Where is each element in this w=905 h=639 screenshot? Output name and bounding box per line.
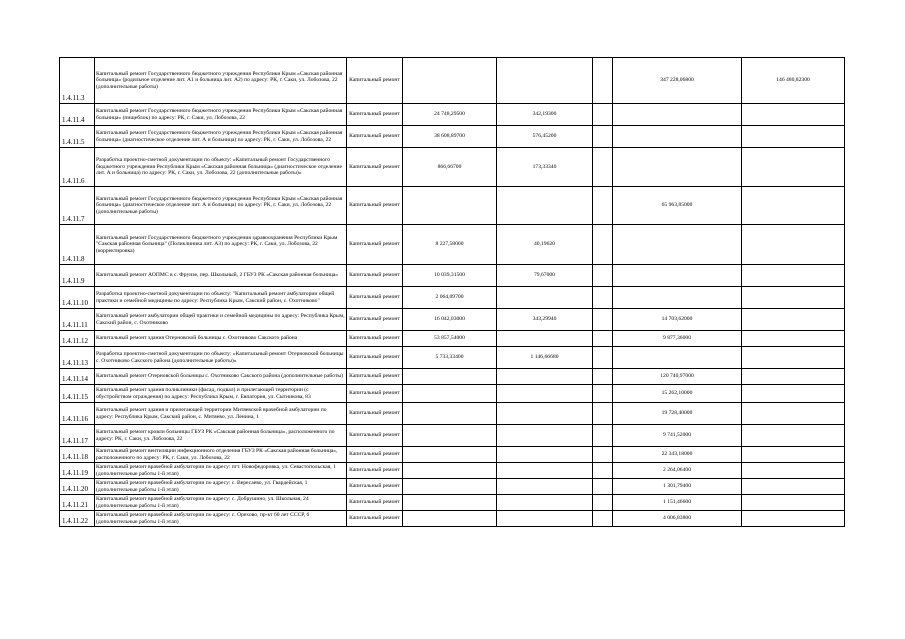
amount-col-5 — [742, 511, 845, 527]
amount-col-5 — [742, 126, 845, 148]
empty-col — [593, 479, 613, 495]
amount-col-1: 10 039,31500 — [403, 265, 497, 287]
amount-col-5 — [742, 463, 845, 479]
table-row — [60, 403, 845, 425]
amount-col-4: 22 343,18000 — [613, 447, 742, 463]
row-number: 1.4.11.5 — [60, 126, 95, 148]
table-row — [60, 58, 845, 104]
amount-col-5 — [742, 495, 845, 511]
table-row — [60, 495, 845, 511]
amount-col-1: 16 042,03000 — [403, 309, 497, 331]
amount-col-1: 53 857,54000 — [403, 331, 497, 347]
work-type: Капитальный ремонт — [347, 511, 403, 527]
amount-col-5 — [742, 187, 845, 225]
amount-col-1 — [403, 479, 497, 495]
amount-col-1 — [403, 403, 497, 425]
amount-col-4: 1 151,46600 — [613, 495, 742, 511]
empty-col — [593, 187, 613, 225]
work-description: Капитальный ремонт врачебной амбулатории по адресу: пгт. Новофедоровка, ул. Севастопольская, 1 (дополнительные работы 1-й этап) — [95, 463, 347, 479]
work-type: Капитальный ремонт — [347, 148, 403, 187]
work-type: Капитальный ремонт — [347, 309, 403, 331]
table-row — [60, 331, 845, 347]
work-description: Капитальный ремонт Государственного бюджетного учреждения Республики Крым «Сакская районная больница» (диагностическое отделение лит. А и больница) по адресу: РК, г. Саки, ул. Лобозова, 22 — [95, 126, 347, 148]
amount-col-2 — [497, 58, 593, 104]
amount-col-4: 9 741,52000 — [613, 425, 742, 447]
empty-col — [593, 495, 613, 511]
empty-col — [593, 126, 613, 148]
amount-col-1 — [403, 385, 497, 403]
table-row — [60, 148, 845, 187]
empty-col — [593, 403, 613, 425]
amount-col-2: 79,67000 — [497, 265, 593, 287]
work-description: Разработка проектно-сметной документации по объекту: «Капитальный ремонт Государственного бюджетного учреждения Республики Крым «Сакская районная больница» (диагностическое отделение лит. А и больница) по адресу: РК, г. Саки, ул. Лобозова, 22 (дополнительные работы)» — [95, 148, 347, 187]
row-number: 1.4.11.11 — [60, 309, 95, 331]
row-number: 1.4.11.7 — [60, 187, 95, 225]
work-type: Капитальный ремонт — [347, 385, 403, 403]
work-description: Капитальный ремонт Государственного бюджетного учреждения Республики Крым «Сакская районная больница» (диагностическое отделение лит. А и больница) по адресу: РК, г. Саки, ул. Лобозова, 22 (дополнительные работы) — [95, 187, 347, 225]
row-number: 1.4.11.9 — [60, 265, 95, 287]
amount-col-1: 2 064,09700 — [403, 287, 497, 309]
amount-col-2 — [497, 287, 593, 309]
amount-col-4 — [613, 104, 742, 126]
work-type: Капитальный ремонт — [347, 331, 403, 347]
amount-col-4: 347 228,06800 — [613, 58, 742, 104]
amount-col-4 — [613, 126, 742, 148]
work-description: Капитальный ремонт здания поликлиники (фасад, подвал) и прилегающей территории (с обустройством ограждения) по адресу: Республика Крым, г. Евпатория, ул. Сытникова, 83 — [95, 385, 347, 403]
amount-col-2 — [497, 495, 593, 511]
amount-col-1 — [403, 511, 497, 527]
work-type: Капитальный ремонт — [347, 463, 403, 479]
amount-col-4 — [613, 347, 742, 369]
work-type: Капитальный ремонт — [347, 225, 403, 265]
table-body — [60, 58, 845, 527]
row-number: 1.4.11.12 — [60, 331, 95, 347]
capital-repair-table — [59, 57, 845, 527]
empty-col — [593, 447, 613, 463]
amount-col-5 — [742, 309, 845, 331]
empty-col — [593, 309, 613, 331]
amount-col-5 — [742, 479, 845, 495]
row-number: 1.4.11.17 — [60, 425, 95, 447]
amount-col-5 — [742, 425, 845, 447]
work-description: Капитальный ремонт АОПМС в с. Фрунзе, пер. Школьный, 2 ГБУЗ РК «Сакская районная больница» — [95, 265, 347, 287]
row-number: 1.4.11.20 — [60, 479, 95, 495]
work-description: Капитальный ремонт врачебной амбулатории по адресу: с. Орехово, пр-кт 60 лет СССР, 6 (дополнительные работы 1-й этап) — [95, 511, 347, 527]
work-type: Капитальный ремонт — [347, 58, 403, 104]
amount-col-2 — [497, 187, 593, 225]
table-row — [60, 187, 845, 225]
empty-col — [593, 225, 613, 265]
empty-col — [593, 385, 613, 403]
work-type: Капитальный ремонт — [347, 287, 403, 309]
work-type: Капитальный ремонт — [347, 126, 403, 148]
empty-col — [593, 58, 613, 104]
table-row — [60, 369, 845, 385]
amount-col-1 — [403, 495, 497, 511]
amount-col-1 — [403, 187, 497, 225]
amount-col-5 — [742, 287, 845, 309]
work-description: Разработка проектно-сметной документации по объекту: «Капитальный ремонт Отерновской больницы с. Охотниково Сакского района (дополнительные работы)» — [95, 347, 347, 369]
amount-col-4 — [613, 287, 742, 309]
amount-col-4: 65 963,85000 — [613, 187, 742, 225]
amount-col-1 — [403, 58, 497, 104]
empty-col — [593, 347, 613, 369]
row-number: 1.4.11.18 — [60, 447, 95, 463]
empty-col — [593, 425, 613, 447]
work-description: Капитальный ремонт Государственного бюджетного учреждения здравоохранения Республики Крым "Сакская районная больница" (Поликлиника лит. А3) по адресу: РК, г. Саки, ул. Лобозова, 22 (корректировка) — [95, 225, 347, 265]
amount-col-2 — [497, 511, 593, 527]
amount-col-1: 866,66700 — [403, 148, 497, 187]
table-row — [60, 287, 845, 309]
table-row — [60, 511, 845, 527]
amount-col-5 — [742, 225, 845, 265]
row-number: 1.4.11.15 — [60, 385, 95, 403]
amount-col-5 — [742, 447, 845, 463]
empty-col — [593, 463, 613, 479]
amount-col-4: 9 877,36000 — [613, 331, 742, 347]
amount-col-2: 343,29940 — [497, 309, 593, 331]
amount-col-1 — [403, 463, 497, 479]
row-number: 1.4.11.3 — [60, 58, 95, 104]
empty-col — [593, 369, 613, 385]
work-description: Капитальный ремонт Государственного бюджетного учреждения Республики Крым «Сакская районная больница» (родильное отделение лит. А1 и больница лит. А2) по адресу: РК, г. Саки, ул. Лобозова, 22 (дополнительные работы) — [95, 58, 347, 104]
amount-col-4: 14 703,62000 — [613, 309, 742, 331]
amount-col-2 — [497, 403, 593, 425]
work-type: Капитальный ремонт — [347, 447, 403, 463]
work-type: Капитальный ремонт — [347, 479, 403, 495]
row-number: 1.4.11.10 — [60, 287, 95, 309]
amount-col-1 — [403, 447, 497, 463]
work-description: Разработка проектно-сметной документации по объекту: "Капитальный ремонт амбулатории общей практики и семейной медицины по адресу: Республика Крым, Сакский район, с. Охотниково" — [95, 287, 347, 309]
work-description: Капитальный ремонт вентиляции инфекционного отделения ГБУЗ РК «Сакская районная больница», расположенного по адресу: РК, г. Саки, ул. Лобозова, 22 — [95, 447, 347, 463]
table-row — [60, 309, 845, 331]
amount-col-4 — [613, 265, 742, 287]
amount-col-5 — [742, 104, 845, 126]
amount-col-5 — [742, 331, 845, 347]
amount-col-1 — [403, 369, 497, 385]
amount-col-2 — [497, 331, 593, 347]
table-row — [60, 225, 845, 265]
work-type: Капитальный ремонт — [347, 104, 403, 126]
amount-col-4 — [613, 225, 742, 265]
empty-col — [593, 287, 613, 309]
work-type: Капитальный ремонт — [347, 495, 403, 511]
amount-col-2 — [497, 479, 593, 495]
amount-col-4: 1 301,79400 — [613, 479, 742, 495]
amount-col-2: 173,33340 — [497, 148, 593, 187]
row-number: 1.4.11.21 — [60, 495, 95, 511]
work-description: Капитальный ремонт врачебной амбулатории по адресу: с. Вересаево, ул. Гвардейская, 1 (дополнительные работы 1-й этап) — [95, 479, 347, 495]
amount-col-5 — [742, 369, 845, 385]
table-row — [60, 347, 845, 369]
table-row — [60, 104, 845, 126]
row-number: 1.4.11.8 — [60, 225, 95, 265]
table-row — [60, 447, 845, 463]
row-number: 1.4.11.19 — [60, 463, 95, 479]
empty-col — [593, 511, 613, 527]
work-description: Капитальный ремонт Отерновской больницы с. Охотниково Сакского района (дополнительные работы) — [95, 369, 347, 385]
amount-col-4: 120 740,97000 — [613, 369, 742, 385]
amount-col-5 — [742, 385, 845, 403]
amount-col-2 — [497, 425, 593, 447]
row-number: 1.4.11.13 — [60, 347, 95, 369]
amount-col-2: 342,19300 — [497, 104, 593, 126]
table-row — [60, 385, 845, 403]
work-description: Капитальный ремонт здания Отерновской больницы с. Охотниково Сакского района — [95, 331, 347, 347]
amount-col-1 — [403, 425, 497, 447]
work-type: Капитальный ремонт — [347, 369, 403, 385]
row-number: 1.4.11.16 — [60, 403, 95, 425]
amount-col-2 — [497, 385, 593, 403]
amount-col-4: 2 264,06400 — [613, 463, 742, 479]
work-type: Капитальный ремонт — [347, 347, 403, 369]
work-description: Капитальный ремонт кровли больницы ГБУЗ РК «Сакская районная больница», расположенного по адресу: РК, г. Саки, ул. Лобозова, 22 — [95, 425, 347, 447]
amount-col-2: 576,45200 — [497, 126, 593, 148]
amount-col-5 — [742, 403, 845, 425]
table-row — [60, 126, 845, 148]
work-description: Капитальный ремонт здания и прилегающей территории Митяевской врачебной амбулатории по адресу: Республика Крым, Сакский район, с. Митяево, ул. Ленина, 1 — [95, 403, 347, 425]
document-page — [59, 57, 844, 527]
amount-col-2 — [497, 447, 593, 463]
amount-col-4: 4 006,83800 — [613, 511, 742, 527]
amount-col-2: 40,19620 — [497, 225, 593, 265]
amount-col-2 — [497, 369, 593, 385]
amount-col-5: 146 480,82300 — [742, 58, 845, 104]
work-type: Капитальный ремонт — [347, 403, 403, 425]
empty-col — [593, 331, 613, 347]
table-row — [60, 479, 845, 495]
empty-col — [593, 148, 613, 187]
amount-col-4 — [613, 148, 742, 187]
empty-col — [593, 104, 613, 126]
work-description: Капитальный ремонт амбулатории общей практики и семейной медицины по адресу: Республика Крым, Сакский район, с. Охотниково — [95, 309, 347, 331]
amount-col-5 — [742, 347, 845, 369]
work-type: Капитальный ремонт — [347, 187, 403, 225]
work-description: Капитальный ремонт Государственного бюджетного учреждения Республики Крым «Сакская районная больница» (пищеблок) по адресу: РК, г. Саки, ул. Лобозова, 22 — [95, 104, 347, 126]
row-number: 1.4.11.22 — [60, 511, 95, 527]
amount-col-5 — [742, 265, 845, 287]
work-description: Капитальный ремонт врачебной амбулатории по адресу: с. Добрушино, ул. Школьная, 24 (дополнительные работы 1-й этап) — [95, 495, 347, 511]
amount-col-1: 24 748,29500 — [403, 104, 497, 126]
table-row — [60, 463, 845, 479]
amount-col-1: 5 733,33400 — [403, 347, 497, 369]
amount-col-5 — [742, 148, 845, 187]
table-row — [60, 425, 845, 447]
amount-col-1: 8 227,58000 — [403, 225, 497, 265]
empty-col — [593, 265, 613, 287]
work-type: Капитальный ремонт — [347, 425, 403, 447]
amount-col-2 — [497, 463, 593, 479]
table-row — [60, 265, 845, 287]
row-number: 1.4.11.6 — [60, 148, 95, 187]
row-number: 1.4.11.14 — [60, 369, 95, 385]
row-number: 1.4.11.4 — [60, 104, 95, 126]
work-type: Капитальный ремонт — [347, 265, 403, 287]
amount-col-2: 1 146,66680 — [497, 347, 593, 369]
amount-col-4: 19 728,40000 — [613, 403, 742, 425]
amount-col-4: 15 262,10000 — [613, 385, 742, 403]
amount-col-1: 38 608,89700 — [403, 126, 497, 148]
